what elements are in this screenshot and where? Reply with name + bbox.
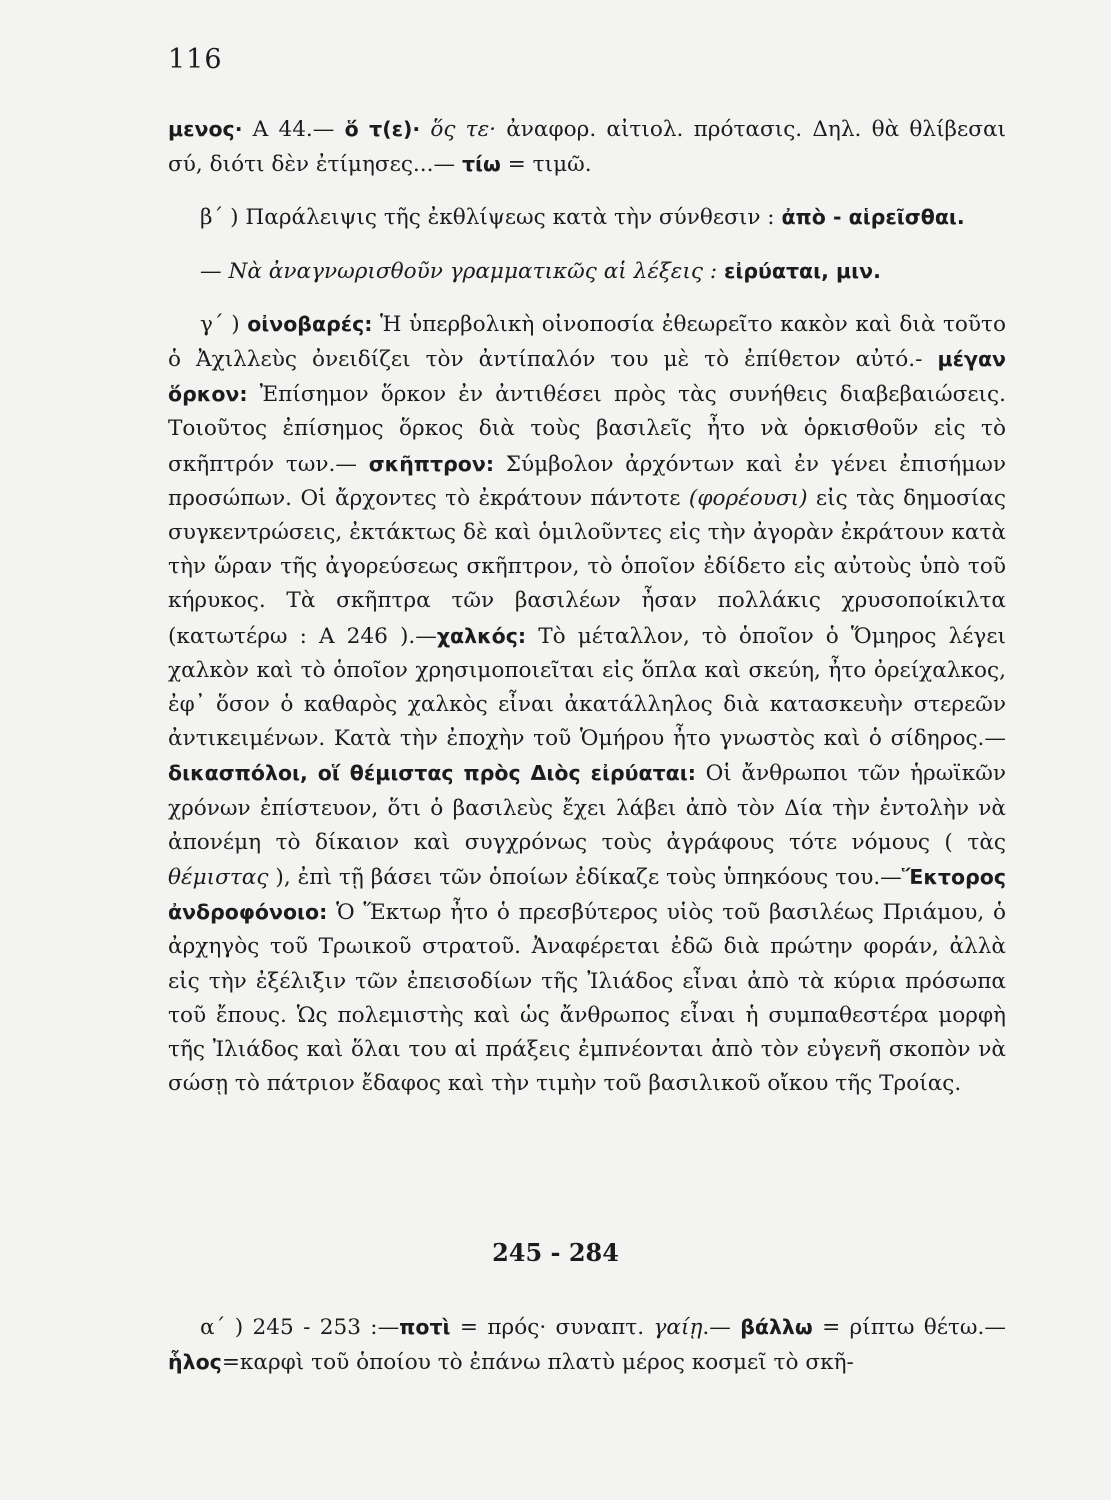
section-title: 245 - 284 bbox=[492, 1238, 619, 1267]
text: Τὸ μέταλλον, τὸ ὁποῖον ὁ Ὅμηρος λέγει χαλκὸν καὶ τὸ ὁποῖον χρησιμοποιεῖται εἰς ὅπλα καὶ σκεύη, ἦτο ὀρείχαλκος, ἐφ᾽ ὅσον ὁ καθαρὸς χαλκὸς εἶναι ἀκατάλληλος διὰ κατασκευὴν στερεῶν ἀντικειμένων. Κατὰ τὴν ἐποχὴν τοῦ Ὁμήρου ἦτο γνωστὸς καὶ ὁ σίδηρος.— bbox=[168, 623, 1006, 752]
gloss: ὅς τε· bbox=[420, 117, 497, 142]
commentary-text-lower bbox=[168, 1310, 1006, 1380]
text: = τιμῶ. bbox=[500, 152, 592, 178]
exercise-instruction: — Νὰ ἀναγνωρισθοῦν γραμματικῶς αἱ λέξεις : bbox=[200, 258, 724, 284]
text: Ἐπίσημον ὅρκον ἐν ἀντιθέσει πρὸς τὰς συνήθεις διαβεβαιώσεις. Τοιοῦτος ἐπίσημος ὅρκος διὰ τοὺς βασιλεῖς ἦτο νὰ ὁρκισθοῦν εἰς τὸ σκῆπτρόν των.— bbox=[168, 382, 1006, 477]
lemma-oinobares: οἰνοβαρές: bbox=[247, 311, 373, 336]
paragraph-3 bbox=[168, 254, 1006, 289]
text: εἰς τὰς δημοσίας συγκεντρώσεις, ἐκτάκτως δὲ καὶ ὁμιλοῦντες εἰς τὴν ἀγορὰν ἐκράτουν κατὰ τὴν ὥραν τῆς ἀγορεύσεως σκῆπτρον, τὸ ὁποῖον ἐδίδετο εἰς αὐτοὺς ὑπὸ τοῦ κήρυκος. Τὰ σκῆπτρα τῶν βασιλέων ἦσαν πολλάκις χρυσοποίκιλτα (κατωτέρω : Α 246 ).— bbox=[168, 485, 1006, 649]
gloss-phoreousi: (φορέουσι) bbox=[688, 485, 808, 511]
text: Ὁ Ἕκτωρ ἦτο ὁ πρεσβύτερος υἱὸς τοῦ βασιλέως Πριάμου, ὁ ἀρχηγὸς τοῦ Τρωικοῦ στρατοῦ. Ἀναφέρεται ἐδῶ διὰ πρώτην φοράν, ἀλλὰ εἰς τὴν ἐξέλιξιν τῶν ἐπεισοδίων τῆς Ἰλιάδος εἶναι ἀπὸ τὰ κύρια πρόσωπα τοῦ ἔπους. Ὡς πολεμιστὴς καὶ ὡς ἄνθρωπος εἶναι ἡ συμπαθεστέρα μορφὴ τῆς Ἰλιάδος καὶ ὅλαι του αἱ πράξεις ἐμπνέονται ἀπὸ τὸν εὐγενῆ σκοπὸν νὰ σώσῃ τὸ πάτριον ἔδαφος καὶ τὴν τιμὴν τοῦ βασιλικοῦ οἴκου τῆς Τροίας. bbox=[168, 900, 1006, 1097]
text: Α 44.— bbox=[242, 117, 345, 142]
paragraph-5 bbox=[168, 1310, 1006, 1380]
page-number: 116 bbox=[168, 44, 223, 75]
text: β΄ ) Παράλειψις τῆς ἐκθλίψεως κατὰ τὴν σύνθεσιν : bbox=[200, 205, 782, 231]
lemma-helos: ἧλος bbox=[168, 1350, 222, 1375]
lemma-poti: ποτὶ bbox=[399, 1315, 451, 1339]
commentary-text bbox=[168, 112, 1006, 1101]
lemma-dikaspoloi: δικασπόλοι, οἵ θέμιστας πρὸς Διὸς εἰρύαται: bbox=[168, 761, 696, 786]
text: Σύμβολον ἀρχόντων καὶ ἐν γένει ἐπισήμων προσώπων. Οἱ ἄρχοντες τὸ ἐκράτουν πάντοτε bbox=[168, 451, 1006, 511]
lemma-chalkos: χαλκός: bbox=[436, 623, 527, 648]
lemma-tio: τίω bbox=[461, 152, 501, 177]
lemma-ballo: βάλλω bbox=[740, 1315, 813, 1339]
text: .— bbox=[702, 1315, 741, 1340]
lemma-megan-horkon: μέγαν ὅρκον: bbox=[168, 347, 1006, 407]
text: Οἱ ἄνθρωποι τῶν ἡρωϊκῶν χρόνων ἐπίστευον, ὅτι ὁ βασιλεὺς ἔχει λάβει ἀπὸ τὸν Δία τὴν ἐντολὴν νὰ ἀπονέμη τὸ δίκαιον καὶ συγχρόνως τοὺς ἀγράφους τότε νόμους ( τὰς bbox=[168, 761, 1007, 855]
lemma-ho-te: ὅ τ(ε)· bbox=[344, 117, 421, 141]
text: =καρφὶ τοῦ ὁποίου τὸ ἐπάνω πλατὺ μέρος κοσμεῖ τὸ σκῆ- bbox=[221, 1350, 854, 1376]
text: ἀναφορ. αἰτιολ. πρότασις. Δηλ. θὰ θλίβεσαι σύ, διότι δὲν ἐτίμησες...— bbox=[168, 117, 1006, 178]
lemma-hektoros: Ἕκτορος ἀνδροφόνοιο: bbox=[168, 865, 1006, 925]
paragraph-2 bbox=[168, 200, 1006, 235]
paragraph-4 bbox=[168, 307, 1006, 1102]
text: Ἡ ὑπερβολικὴ οἰνοποσία ἐθεωρεῖτο κακὸν καὶ διὰ τοῦτο ὁ Ἀχιλλεὺς ὀνειδίζει τὸν ἀντίπαλόν του μὲ τὸ ἐπίθετον αὐτό.- bbox=[168, 311, 1006, 373]
exercise-words: εἰρύαται, μιν. bbox=[723, 258, 881, 283]
text: = ρίπτω θέτω.— bbox=[812, 1315, 1006, 1340]
lemma-skeptron: σκῆπτρον: bbox=[368, 451, 495, 476]
text: = πρός· συναπτ. bbox=[450, 1315, 654, 1340]
paragraph-1 bbox=[168, 112, 1006, 182]
text: α΄ ) 245 - 253 :— bbox=[200, 1315, 400, 1340]
gloss-themistas: θέμιστας bbox=[168, 865, 269, 891]
gloss-gaie: γαίῃ bbox=[653, 1315, 703, 1340]
text: ), ἐπὶ τῇ βάσει τῶν ὁποίων ἐδίκαζε τοὺς ὑπηκόους του.— bbox=[268, 865, 902, 891]
lemma-apo-haireisthai: ἀπὸ - αἱρεῖσθαι. bbox=[781, 205, 965, 230]
lemma-menos: μενος· bbox=[168, 117, 243, 141]
text: γ΄ ) bbox=[200, 311, 248, 337]
